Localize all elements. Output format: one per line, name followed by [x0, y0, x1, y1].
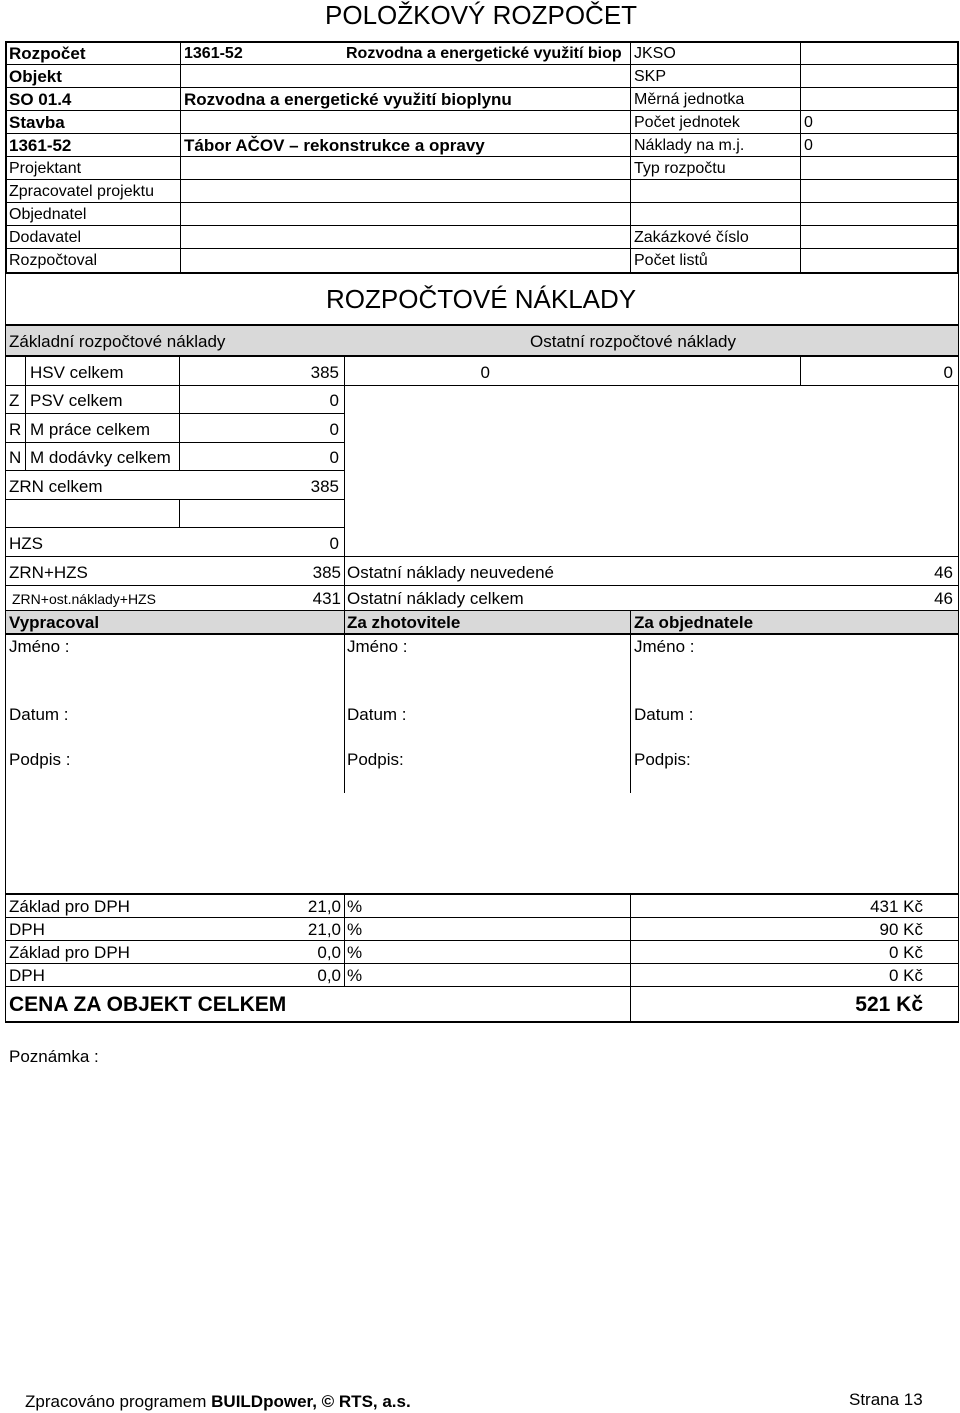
page-title: POLOŽKOVÝ ROZPOČET: [325, 0, 638, 30]
jmeno-objednatel: Jméno :: [634, 637, 695, 656]
ostatni-celkem-label: Ostatní náklady celkem: [347, 589, 524, 608]
pocet-jednotek-label: Počet jednotek: [634, 114, 740, 131]
jmeno-vypracoval: Jméno :: [9, 637, 70, 656]
total-price-label: CENA ZA OBJEKT CELKEM: [9, 993, 287, 1016]
podpis-objednatel: Podpis:: [634, 750, 691, 769]
jkso-label: JKSO: [634, 45, 676, 62]
basic-costs-label: Základní rozpočtové náklady: [9, 332, 226, 351]
mprace-label: M práce celkem: [30, 420, 150, 439]
vat-row-label: Základ pro DPH: [9, 897, 130, 916]
pocet-listu-label: Počet listů: [634, 252, 708, 269]
mprace-value: 0: [329, 420, 339, 439]
zrnost-value: 431: [312, 589, 341, 608]
note-label: Poznámka :: [9, 1047, 99, 1066]
naklady-mj-value: 0: [804, 137, 813, 154]
vat-row-rate: 0,0: [317, 966, 341, 985]
vypracoval-label: Vypracoval: [9, 613, 100, 632]
dodavatel-label: Dodavatel: [9, 229, 82, 246]
zakazkove-cislo-label: Zakázkové číslo: [634, 229, 749, 246]
mj-label: Měrná jednotka: [634, 91, 745, 108]
vat-row-pct: %: [347, 920, 363, 939]
neuvedene-label: Ostatní náklady neuvedené: [347, 563, 554, 582]
datum-vypracoval: Datum :: [9, 705, 69, 724]
typ-rozpoctu-label: Typ rozpočtu: [634, 160, 726, 177]
footer-program: BUILDpower,: [211, 1392, 317, 1411]
neuvedene-value: 46: [934, 563, 953, 582]
vat-row-amount: 431 Kč: [870, 897, 923, 916]
jmeno-zhotovitel: Jméno :: [347, 637, 408, 656]
datum-objednatel: Datum :: [634, 705, 694, 724]
vat-row-pct: %: [347, 897, 363, 916]
footer-credit: [25, 1392, 411, 1412]
so-name: Rozvodna a energetické využití bioplynu: [184, 90, 512, 109]
vat-row-rate: 21,0: [307, 897, 341, 916]
rozpocet-code: 1361-52: [184, 45, 243, 62]
vat-row-label: DPH: [9, 966, 45, 985]
hzs-value: 0: [329, 534, 339, 553]
hsv-label: HSV celkem: [30, 363, 124, 382]
datum-zhotovitel: Datum :: [347, 705, 407, 724]
vat-row-label: DPH: [9, 920, 45, 939]
other-costs-label: Ostatní rozpočtové náklady: [530, 332, 737, 351]
mdodavky-value: 0: [329, 448, 339, 467]
rozpocet-name: Rozvodna a energetické využití biop: [346, 45, 622, 62]
naklady-mj-label: Náklady na m.j.: [634, 137, 745, 154]
vat-row-amount: 90 Kč: [879, 920, 923, 939]
zrnhzs-value: 385: [312, 563, 341, 582]
vat-row-rate: 0,0: [317, 943, 341, 962]
psv-value: 0: [329, 391, 339, 410]
objednatel-label: Objednatel: [9, 206, 87, 223]
pocet-jednotek-value: 0: [804, 114, 813, 131]
vat-row-label: Základ pro DPH: [9, 943, 130, 962]
vat-row-pct: %: [347, 943, 363, 962]
footer-prefix: Zpracováno programem: [25, 1392, 212, 1411]
podpis-vypracoval: Podpis :: [9, 750, 71, 769]
vat-row-amount: 0 Kč: [888, 943, 923, 962]
projektant-label: Projektant: [9, 160, 82, 177]
za-zhotovitele-label: Za zhotovitele: [347, 613, 461, 632]
stavba-label: Stavba: [9, 113, 65, 132]
ostatni-celkem-value: 46: [934, 589, 953, 608]
hzs-label: HZS: [9, 534, 43, 553]
stavba-code: 1361-52: [9, 136, 72, 155]
rozpoctoval-label: Rozpočtoval: [9, 252, 98, 269]
zrnost-label: ZRN+ost.náklady+HZS: [12, 591, 156, 607]
podpis-zhotovitel: Podpis:: [347, 750, 404, 769]
costs-title: ROZPOČTOVÉ NÁKLADY: [326, 284, 637, 314]
za-objednatele-label: Za objednatele: [634, 613, 754, 632]
rozpocet-label: Rozpočet: [9, 44, 86, 63]
page-number: Strana 13: [849, 1390, 923, 1409]
zrnhzs-label: ZRN+HZS: [9, 563, 88, 582]
vat-row-pct: %: [347, 966, 363, 985]
skp-label: SKP: [634, 68, 667, 85]
psv-label: PSV celkem: [30, 391, 123, 410]
stavba-name: Tábor AČOV – rekonstrukce a opravy: [184, 136, 485, 155]
zrn-letter-n: N: [9, 448, 22, 467]
zrn-letter-r: R: [9, 420, 22, 439]
zrn-letter-z: Z: [9, 391, 20, 410]
vat-row-amount: 0 Kč: [888, 966, 923, 985]
total-price-value: 521 Kč: [855, 993, 923, 1016]
vat-row-rate: 21,0: [307, 920, 341, 939]
other-costs-total: 0: [943, 363, 953, 382]
mdodavky-label: M dodávky celkem: [30, 448, 171, 467]
zrn-label: ZRN celkem: [9, 477, 103, 496]
so-code: SO 01.4: [9, 90, 72, 109]
zpracovatel-label: Zpracovatel projektu: [9, 183, 154, 200]
hsv-other-value: 0: [480, 363, 490, 382]
footer-copyright: © RTS, a.s.: [316, 1392, 411, 1411]
objekt-label: Objekt: [9, 67, 62, 86]
zrn-value: 385: [310, 477, 339, 496]
hsv-value: 385: [310, 363, 339, 382]
